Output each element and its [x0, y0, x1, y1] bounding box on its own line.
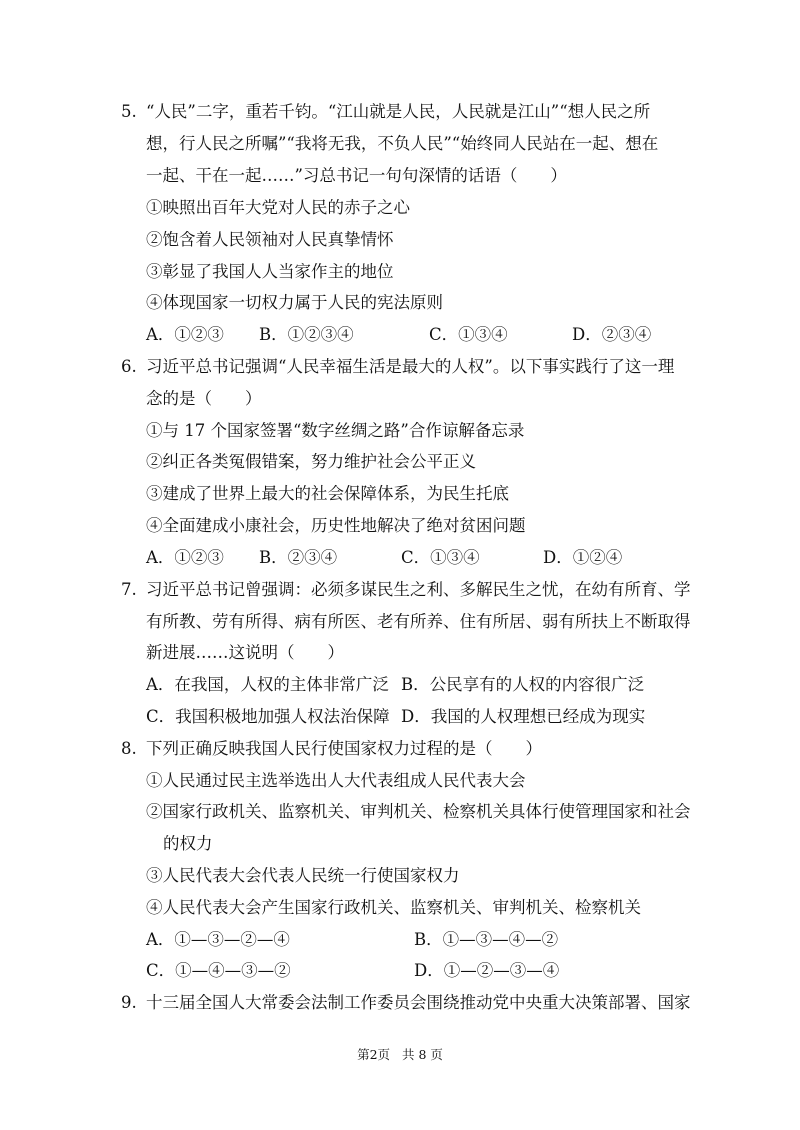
question-number: 5. [121, 102, 137, 121]
question-8-choice-a: A．①—③—②—④ [146, 930, 290, 949]
question-5-choice-b: B．①②③④ [259, 325, 354, 344]
question-7-choice-d: D．我国的人权理想已经成为现实 [401, 707, 646, 726]
question-5-item-3: ③彰显了我国人人当家作主的地位 [146, 262, 394, 281]
question-8-stem-line-1: 8. 下列正确反映我国人民行使国家权力过程的是（ ） [121, 739, 542, 758]
question-8-item-2: ②国家行政机关、监察机关、审判机关、检察机关具体行使管理国家和社会 [146, 802, 691, 821]
question-8-choice-c: C．①—④—③—② [146, 961, 291, 980]
question-6-item-4: ④全面建成小康社会，历史性地解决了绝对贫困问题 [146, 516, 526, 535]
page-total: 共 8 页 [402, 1047, 443, 1062]
question-9-stem-line-1: 9. 十三届全国人大常委会法制工作委员会围绕推动党中央重大决策部署、国家 [121, 993, 691, 1012]
question-5-stem-line-3: 一起、干在一起……”习总书记一句句深情的话语（ ） [146, 166, 567, 185]
question-7-choice-a: A．在我国，人权的主体非常广泛 [146, 675, 389, 694]
question-6-stem-line-2: 念的是（ ） [146, 389, 262, 408]
question-6-item-2: ②纠正各类冤假错案，努力维护社会公平正义 [146, 452, 476, 471]
question-6-item-1: ①与 17 个国家签署“数字丝绸之路”合作谅解备忘录 [146, 421, 525, 440]
question-5-stem-line-1: 5. “人民”二字，重若千钧。“江山就是人民，人民就是江山”“想人民之所 [121, 102, 651, 121]
question-7-choice-b: B．公民享有的人权的内容很广泛 [401, 675, 645, 694]
question-number: 6. [121, 357, 137, 376]
question-7-stem-line-2: 有所教、劳有所得、病有所医、老有所养、住有所居、弱有所扶上不断取得 [146, 612, 691, 631]
question-6-choice-a: A．①②③ [146, 548, 224, 567]
question-5-choice-c: C．①③④ [429, 325, 508, 344]
question-6-stem-line-1: 6. 习近平总书记强调“人民幸福生活是最大的人权”。以下事实践行了这一理 [121, 357, 675, 376]
page-number: 第2页 [357, 1047, 391, 1062]
question-5-choice-d: D．②③④ [572, 325, 652, 344]
question-8-item-3: ③人民代表大会代表人民统一行使国家权力 [146, 866, 460, 885]
question-5-stem-line-2: 想，行人民之所嘱”“我将无我，不负人民”“始终同人民站在一起、想在 [146, 134, 659, 153]
question-6-choice-c: C．①③④ [401, 548, 480, 567]
question-5-choice-a: A．①②③ [146, 325, 224, 344]
question-number: 8. [121, 739, 137, 758]
question-8-item-4: ④人民代表大会产生国家行政机关、监察机关、审判机关、检察机关 [146, 898, 641, 917]
question-5-item-2: ②饱含着人民领袖对人民真挚情怀 [146, 230, 394, 249]
question-8-choice-d: D．①—②—③—④ [414, 961, 560, 980]
page-footer [0, 1047, 800, 1063]
question-7-stem-line-3: 新进展……这说明（ ） [146, 643, 344, 662]
question-8-item-2-wrap: 的权力 [163, 834, 213, 853]
question-6-choice-d: D．①②④ [543, 548, 623, 567]
question-number: 7. [121, 580, 137, 599]
question-8-item-1: ①人民通过民主选举选出人大代表组成人民代表大会 [146, 771, 526, 790]
question-number: 9. [121, 993, 137, 1012]
question-5-item-4: ④体现国家一切权力属于人民的宪法原则 [146, 293, 443, 312]
question-8-choice-b: B．①—③—④—② [414, 930, 559, 949]
question-7-stem-line-1: 7. 习近平总书记曾强调：必须多谋民生之利、多解民生之忧，在幼有所育、学 [121, 580, 691, 599]
question-5-item-1: ①映照出百年大党对人民的赤子之心 [146, 198, 410, 217]
question-7-choice-c: C．我国积极地加强人权法治保障 [146, 707, 390, 726]
question-6-choice-b: B．②③④ [259, 548, 338, 567]
question-6-item-3: ③建成了世界上最大的社会保障体系，为民生托底 [146, 484, 509, 503]
